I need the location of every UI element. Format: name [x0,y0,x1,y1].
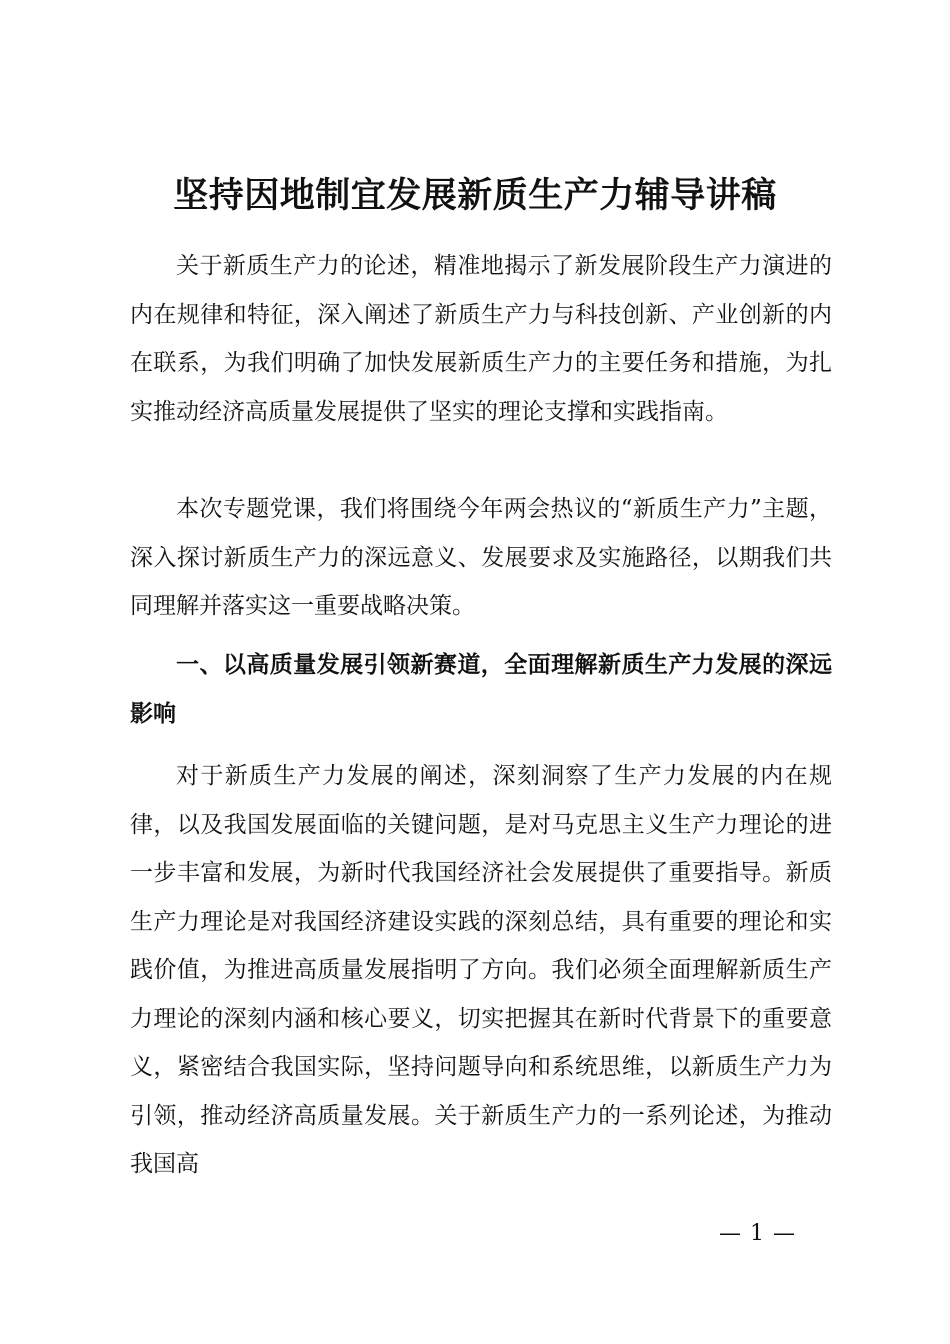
intro-paragraph-2 [130,485,832,631]
footer-dash-left: — [719,1221,741,1246]
page-number: 1 [750,1221,764,1246]
section-heading-text: 一、以高质量发展引领新赛道，全面理解新质生产力发展的深远影响 [130,652,832,727]
footer-dash-right: — [773,1221,795,1246]
section-heading [130,641,832,738]
section-paragraph [130,752,832,1189]
intro-paragraph-1 [130,242,832,436]
paragraph-text: 关于新质生产力的论述，精准地揭示了新发展阶段生产力演进的内在规律和特征，深入阐述了新质生产力与科技创新、产业创新的内在联系，为我们明确了加快发展新质生产力的主要任务和措施，为扎实推动经济高质量发展提供了坚实的理论支撑和实践指南。 [130,253,832,425]
paragraph-text: 对于新质生产力发展的阐述，深刻洞察了生产力发展的内在规律，以及我国发展面临的关键问题，是对马克思主义生产力理论的进一步丰富和发展，为新时代我国经济社会发展提供了重要指导。新质生产力理论是对我国经济建设实践的深刻总结，具有重要的理论和实践价值，为推进高质量发展指明了方向。我们必须全面理解新质生产力理论的深刻内涵和核心要义，切实把握其在新时代背景下的重要意义，紧密结合我国实际，坚持问题导向和系统思维，以新质生产力为引领，推动经济高质量发展。关于新质生产力的一系列论述，为推动我国高 [130,763,832,1177]
document-title: 坚持因地制宜发展新质生产力辅导讲稿 [173,175,777,216]
page-footer [718,1218,796,1250]
paragraph-text: 本次专题党课，我们将围绕今年两会热议的“新质生产力”主题，深入探讨新质生产力的深远意义、发展要求及实施路径，以期我们共同理解并落实这一重要战略决策。 [130,496,832,619]
